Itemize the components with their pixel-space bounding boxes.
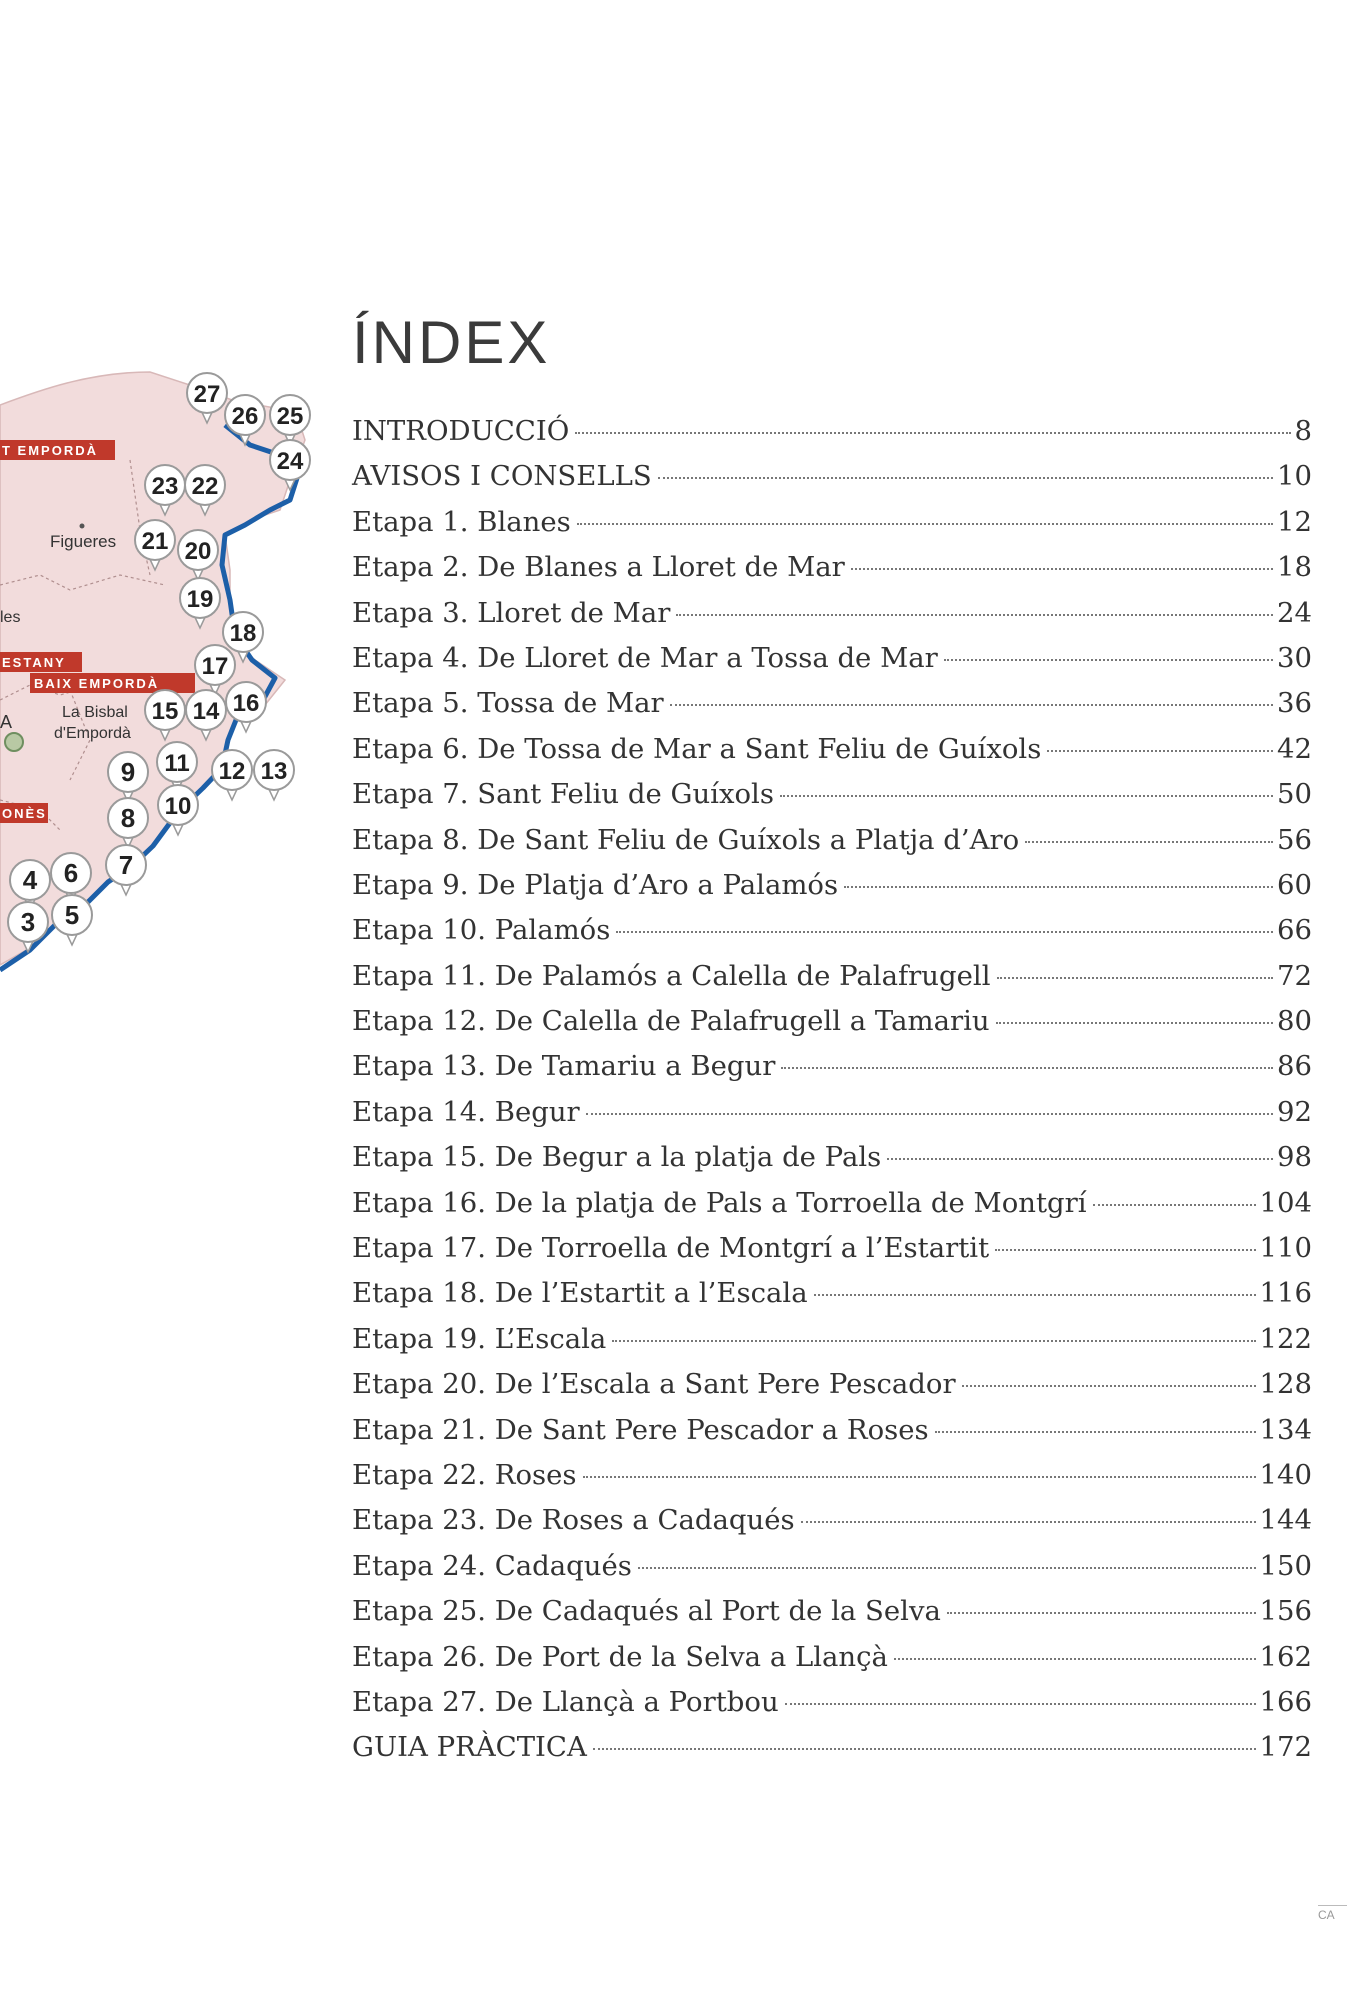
toc-entry[interactable] bbox=[352, 824, 1312, 869]
toc-entry[interactable] bbox=[352, 597, 1312, 642]
toc-page-number: 172 bbox=[1259, 1731, 1312, 1764]
toc-label: Etapa 26. De Port de la Selva a Llançà bbox=[352, 1640, 888, 1673]
stage-marker-number: 17 bbox=[201, 653, 229, 680]
toc-entry[interactable] bbox=[352, 1504, 1312, 1549]
toc-leader bbox=[995, 1249, 1255, 1251]
toc-entry[interactable] bbox=[352, 1232, 1312, 1277]
toc-label: Etapa 16. De la platja de Pals a Torroella de Montgrí bbox=[352, 1186, 1087, 1219]
stage-marker-number: 6 bbox=[63, 858, 79, 888]
toc-leader bbox=[781, 1067, 1273, 1069]
toc-page-number: 98 bbox=[1277, 1141, 1312, 1174]
toc-leader bbox=[583, 1476, 1256, 1478]
stage-marker-number: 23 bbox=[151, 473, 179, 500]
toc-leader bbox=[676, 614, 1273, 616]
toc-page-number: 104 bbox=[1259, 1186, 1312, 1219]
toc-leader bbox=[638, 1567, 1256, 1569]
toc-label: Etapa 21. De Sant Pere Pescador a Roses bbox=[352, 1413, 929, 1446]
toc-page-number: 42 bbox=[1277, 732, 1312, 765]
toc-entry[interactable] bbox=[352, 415, 1312, 460]
stage-marker-number: 13 bbox=[260, 758, 288, 785]
toc-entry[interactable] bbox=[352, 1731, 1312, 1776]
region-label-alt-emporda bbox=[0, 440, 115, 460]
svg-text:La Bisbal: La Bisbal bbox=[62, 704, 128, 721]
toc-entry[interactable] bbox=[352, 869, 1312, 914]
toc-page-number: 24 bbox=[1277, 596, 1312, 629]
stage-marker-5 bbox=[52, 895, 92, 945]
toc-label: AVISOS I CONSELLS bbox=[352, 460, 652, 493]
toc-label: Etapa 23. De Roses a Cadaqués bbox=[352, 1504, 795, 1537]
toc-entry[interactable] bbox=[352, 1141, 1312, 1186]
toc-leader bbox=[997, 977, 1274, 979]
toc-page-number: 128 bbox=[1259, 1368, 1312, 1401]
toc-page-number: 144 bbox=[1259, 1504, 1312, 1537]
svg-text:ONÈS: ONÈS bbox=[2, 806, 47, 821]
toc-leader bbox=[944, 659, 1273, 661]
region-label-girones bbox=[0, 803, 48, 823]
toc-entry[interactable] bbox=[352, 1414, 1312, 1459]
toc-entry[interactable] bbox=[352, 1187, 1312, 1232]
toc-entry[interactable] bbox=[352, 1595, 1312, 1640]
toc-page-number: 162 bbox=[1259, 1640, 1312, 1673]
toc-page-number: 36 bbox=[1277, 687, 1312, 720]
toc-page-number: 166 bbox=[1259, 1685, 1312, 1718]
toc-page-number: 12 bbox=[1277, 505, 1312, 538]
toc-label: Etapa 11. De Palamós a Calella de Palafrugell bbox=[352, 959, 991, 992]
toc-label: Etapa 1. Blanes bbox=[352, 505, 571, 538]
toc-entry[interactable] bbox=[352, 1005, 1312, 1050]
toc-entry[interactable] bbox=[352, 1323, 1312, 1368]
toc-entry[interactable] bbox=[352, 460, 1312, 505]
svg-text:ESTANY: ESTANY bbox=[2, 655, 66, 670]
toc-entry[interactable] bbox=[352, 1368, 1312, 1413]
toc-page-number: 92 bbox=[1277, 1095, 1312, 1128]
toc-page-number: 60 bbox=[1277, 868, 1312, 901]
stage-marker-7 bbox=[106, 845, 146, 895]
toc-label: Etapa 6. De Tossa de Mar a Sant Feliu de Guíxols bbox=[352, 732, 1042, 765]
toc-entry[interactable] bbox=[352, 1050, 1312, 1095]
toc-entry[interactable] bbox=[352, 914, 1312, 959]
stage-marker-number: 8 bbox=[120, 803, 136, 833]
toc-page-number: 110 bbox=[1259, 1232, 1312, 1265]
stage-marker-number: 27 bbox=[193, 381, 221, 408]
toc-label: Etapa 8. De Sant Feliu de Guíxols a Platja d’Aro bbox=[352, 823, 1020, 856]
toc-label: INTRODUCCIÓ bbox=[352, 415, 570, 447]
toc-leader bbox=[947, 1612, 1256, 1614]
toc-leader bbox=[780, 795, 1273, 797]
svg-text:Figueres: Figueres bbox=[50, 532, 117, 551]
toc-page-number: 72 bbox=[1277, 959, 1312, 992]
toc-leader bbox=[670, 704, 1273, 706]
toc-label: Etapa 4. De Lloret de Mar a Tossa de Mar bbox=[352, 641, 938, 674]
toc-page-number: 80 bbox=[1277, 1005, 1312, 1038]
toc-label: Etapa 12. De Calella de Palafrugell a Tamariu bbox=[352, 1005, 990, 1038]
toc-entry[interactable] bbox=[352, 551, 1312, 596]
toc-entry[interactable] bbox=[352, 1459, 1312, 1504]
svg-text:A: A bbox=[0, 712, 13, 732]
toc-label: Etapa 22. Roses bbox=[352, 1458, 577, 1491]
stage-marker-number: 26 bbox=[231, 403, 259, 430]
toc-leader bbox=[616, 931, 1273, 933]
toc-entry[interactable] bbox=[352, 960, 1312, 1005]
stage-marker-number: 11 bbox=[164, 750, 190, 777]
toc-label: Etapa 13. De Tamariu a Begur bbox=[352, 1050, 776, 1083]
toc-page-number: 50 bbox=[1277, 778, 1312, 811]
toc-page-number: 116 bbox=[1259, 1277, 1312, 1310]
stage-marker-number: 20 bbox=[184, 538, 212, 565]
corner-tab: CA bbox=[1318, 1905, 1347, 1922]
toc-label: Etapa 18. De l’Estartit a l’Escala bbox=[352, 1277, 808, 1310]
stage-marker-number: 24 bbox=[276, 448, 304, 475]
toc-entry[interactable] bbox=[352, 1686, 1312, 1731]
toc-leader bbox=[593, 1748, 1256, 1750]
toc-entry[interactable] bbox=[352, 1550, 1312, 1595]
toc-entry[interactable] bbox=[352, 733, 1312, 778]
toc-entry[interactable] bbox=[352, 1641, 1312, 1686]
toc-leader bbox=[658, 477, 1273, 479]
stage-marker-number: 18 bbox=[229, 620, 257, 647]
toc-leader bbox=[1093, 1204, 1256, 1206]
svg-text:d'Empordà: d'Empordà bbox=[54, 725, 131, 742]
toc-leader bbox=[577, 523, 1273, 525]
toc-leader bbox=[575, 432, 1290, 434]
stage-marker-number: 3 bbox=[20, 907, 36, 937]
toc-page-number: 8 bbox=[1294, 415, 1312, 447]
stage-marker-number: 4 bbox=[22, 865, 38, 895]
toc-leader bbox=[785, 1703, 1256, 1705]
toc-leader bbox=[1025, 841, 1273, 843]
toc-leader bbox=[894, 1658, 1256, 1660]
toc-page-number: 122 bbox=[1259, 1322, 1312, 1355]
toc-entry[interactable] bbox=[352, 1096, 1312, 1141]
toc-leader bbox=[586, 1113, 1273, 1115]
toc-label: Etapa 15. De Begur a la platja de Pals bbox=[352, 1141, 882, 1174]
toc-page-number: 150 bbox=[1259, 1549, 1312, 1582]
toc-leader bbox=[996, 1022, 1273, 1024]
region-label-estany bbox=[0, 652, 82, 672]
stage-marker-number: 12 bbox=[218, 758, 246, 785]
toc-label: GUIA PRÀCTICA bbox=[352, 1731, 587, 1764]
toc-label: Etapa 24. Cadaqués bbox=[352, 1549, 632, 1582]
toc-page-number: 156 bbox=[1259, 1595, 1312, 1628]
toc-label: Etapa 7. Sant Feliu de Guíxols bbox=[352, 778, 774, 811]
toc-label: Etapa 3. Lloret de Mar bbox=[352, 596, 671, 629]
toc-page-number: 66 bbox=[1277, 914, 1312, 947]
stage-marker-number: 14 bbox=[192, 698, 220, 725]
toc-label: Etapa 25. De Cadaqués al Port de la Selva bbox=[352, 1595, 941, 1628]
toc-leader bbox=[851, 568, 1273, 570]
toc-label: Etapa 9. De Platja d’Aro a Palamós bbox=[352, 868, 839, 901]
toc-page-number: 56 bbox=[1277, 823, 1312, 856]
stage-marker-number: 19 bbox=[186, 586, 214, 613]
stage-marker-13 bbox=[254, 750, 294, 800]
stage-marker-number: 9 bbox=[120, 757, 136, 787]
toc-leader bbox=[612, 1340, 1255, 1342]
stage-marker-number: 22 bbox=[191, 473, 219, 500]
stage-marker-number: 10 bbox=[164, 793, 192, 820]
toc-entry[interactable] bbox=[352, 642, 1312, 687]
stage-marker-number: 25 bbox=[276, 403, 304, 430]
table-of-contents bbox=[352, 415, 1312, 1777]
toc-entry[interactable] bbox=[352, 687, 1312, 732]
toc-leader bbox=[935, 1431, 1256, 1433]
toc-leader bbox=[962, 1385, 1256, 1387]
stage-marker-number: 21 bbox=[141, 528, 169, 555]
toc-label: Etapa 20. De l’Escala a Sant Pere Pescador bbox=[352, 1368, 956, 1401]
toc-leader bbox=[814, 1294, 1256, 1296]
toc-leader bbox=[844, 886, 1273, 888]
stage-marker-12 bbox=[212, 750, 252, 800]
toc-label: Etapa 17. De Torroella de Montgrí a l’Estartit bbox=[352, 1232, 990, 1265]
toc-leader bbox=[1047, 750, 1273, 752]
toc-label: Etapa 14. Begur bbox=[352, 1095, 580, 1128]
toc-entry[interactable] bbox=[352, 1277, 1312, 1322]
toc-entry[interactable] bbox=[352, 778, 1312, 823]
stage-marker-number: 16 bbox=[232, 690, 260, 717]
town-les: les bbox=[0, 609, 21, 626]
toc-label: Etapa 5. Tossa de Mar bbox=[352, 687, 664, 720]
page-title: ÍNDEX bbox=[352, 309, 551, 376]
toc-page-number: 86 bbox=[1277, 1050, 1312, 1083]
stage-marker-number: 5 bbox=[64, 900, 80, 930]
svg-text:BAIX EMPORDÀ: BAIX EMPORDÀ bbox=[34, 676, 160, 691]
toc-leader bbox=[887, 1158, 1273, 1160]
toc-page-number: 18 bbox=[1277, 551, 1312, 584]
toc-page-number: 140 bbox=[1259, 1458, 1312, 1491]
svg-text:T EMPORDÀ: T EMPORDÀ bbox=[2, 443, 98, 458]
toc-page-number: 134 bbox=[1259, 1413, 1312, 1446]
toc-page-number: 10 bbox=[1277, 460, 1312, 493]
stage-marker-number: 15 bbox=[151, 698, 179, 725]
toc-entry[interactable] bbox=[352, 506, 1312, 551]
route-map bbox=[0, 360, 320, 1000]
toc-label: Etapa 27. De Llançà a Portbou bbox=[352, 1685, 779, 1718]
toc-page-number: 30 bbox=[1277, 641, 1312, 674]
toc-label: Etapa 2. De Blanes a Lloret de Mar bbox=[352, 551, 845, 584]
stage-marker-number: 7 bbox=[118, 850, 134, 880]
toc-label: Etapa 19. L’Escala bbox=[352, 1322, 607, 1355]
toc-leader bbox=[801, 1521, 1256, 1523]
toc-label: Etapa 10. Palamós bbox=[352, 914, 611, 947]
